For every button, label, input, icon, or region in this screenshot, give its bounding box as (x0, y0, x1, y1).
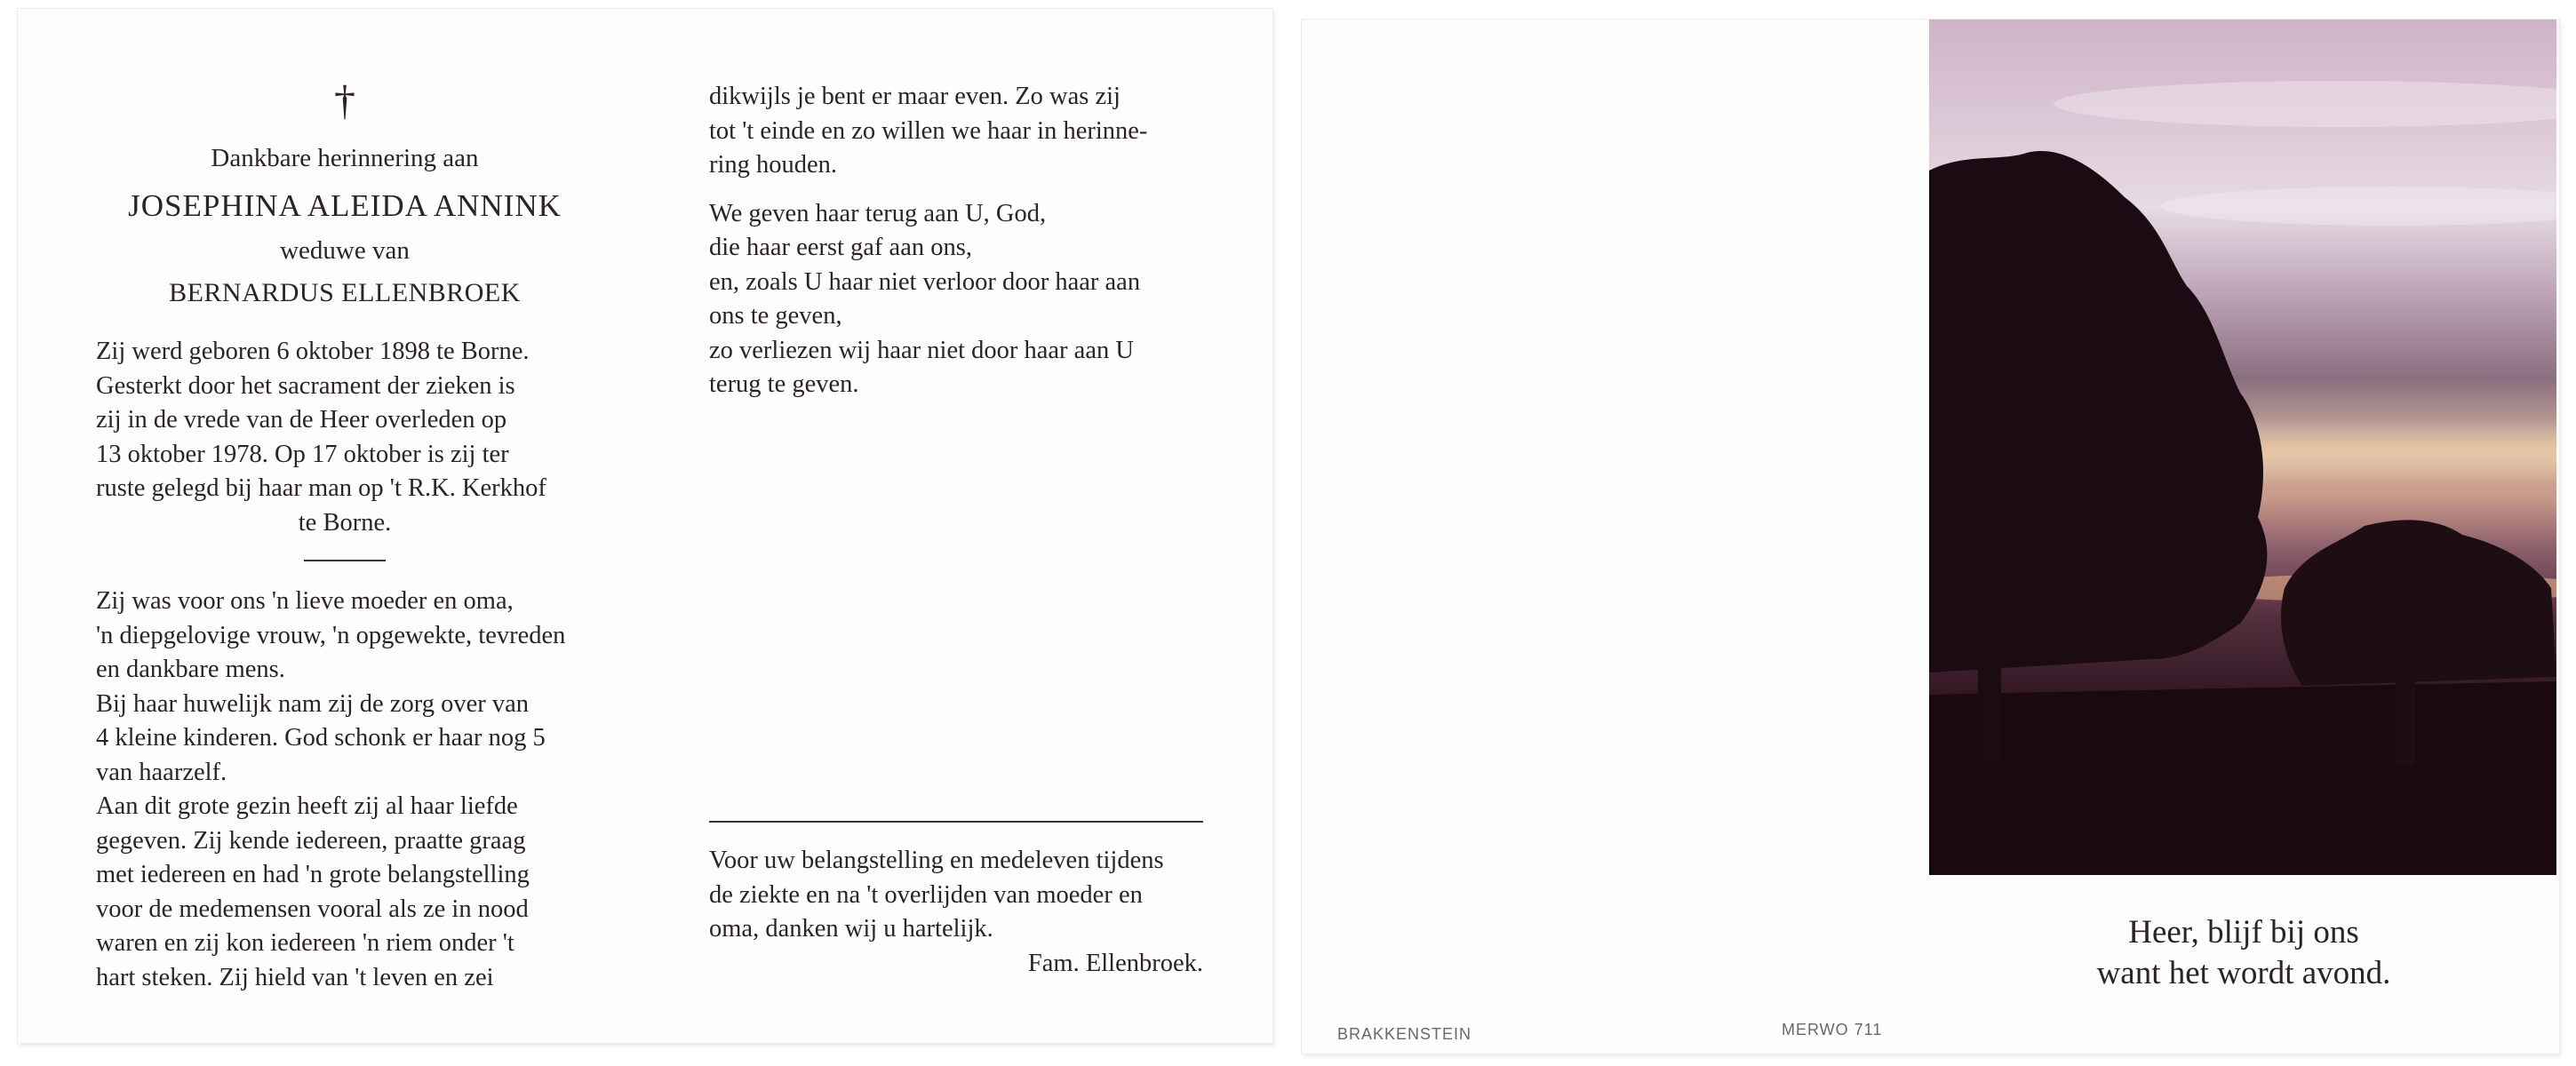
text-line: hart steken. Zij hield van 't leven en zei (96, 963, 494, 991)
memorial-card-inside (18, 9, 1272, 1043)
thanks-note (709, 844, 1203, 981)
caption-line: Heer, blijf bij ons (2128, 914, 2359, 951)
poem-line: en, zoals U haar niet verloor door haar aan (709, 267, 1141, 296)
continued-paragraph (709, 80, 1219, 183)
poem-line: die haar eerst gaf aan ons, (709, 234, 972, 261)
bio-line: Zij werd geboren 6 oktober 1898 te Borne. (96, 338, 530, 366)
text-line: en dankbare mens. (96, 656, 285, 684)
text-line: voor de medemensen vooral als ze in nood (96, 895, 529, 923)
right-column (709, 80, 1219, 402)
bio-line: Gesterkt door het sacrament der zieken is (96, 371, 515, 400)
poem-line: zo verliezen wij haar niet door haar aan U (709, 336, 1134, 364)
text-line: oma, danken wij u hartelijk. (709, 915, 993, 943)
biography (96, 335, 594, 540)
bio-line: ruste gelegd bij haar man op 't R.K. Kerkhof (96, 474, 546, 503)
tree-silhouette-image (1929, 20, 2556, 875)
family-signature: Fam. Ellenbroek. (1027, 949, 1203, 977)
intro-text: Dankbare herinnering aan (211, 144, 479, 172)
caption-line: want het wordt avond. (2096, 955, 2391, 991)
memorial-card-cover (1302, 20, 2559, 1054)
text-line: tot 't einde en zo willen we haar in herinne- (709, 116, 1148, 145)
card-code: MERWO 711 (1782, 1021, 1883, 1038)
tribute-paragraph (96, 790, 594, 995)
text-line: Aan dit grote gezin heeft zij al haar liefde (96, 792, 518, 821)
thanks-divider (709, 821, 1203, 823)
husband-name: BERNARDUS ELLENBROEK (169, 278, 521, 308)
publisher-imprint: BRAKKENSTEIN (1337, 1025, 1472, 1043)
bio-line: te Borne. (298, 508, 392, 537)
sunset-tree-photo (1929, 20, 2556, 875)
poem-line: ons te geven, (709, 302, 842, 330)
section-divider (304, 560, 386, 561)
poem (709, 197, 1219, 402)
text-line: ring houden. (709, 151, 838, 179)
text-line: 'n diepgelovige vrouw, 'n opgewekte, tevreden (96, 621, 566, 649)
text-line: Bij haar huwelijk nam zij de zorg over van (96, 689, 529, 718)
text-line: gegeven. Zij kende iedereen, praatte graag (96, 826, 526, 855)
widow-of-text: weduwe van (280, 235, 410, 265)
tribute-paragraph (96, 688, 594, 791)
text-line: de ziekte en na 't overlijden van moeder en (709, 880, 1143, 909)
left-column (96, 77, 594, 995)
text-line: Voor uw belangstelling en medeleven tijdens (709, 847, 1164, 874)
text-line: waren en zij kon iedereen 'n riem onder 't (96, 929, 514, 958)
deceased-name: JOSEPHINA ALEIDA ANNINK (128, 187, 562, 223)
bio-line: zij in de vrede van de Heer overleden op (96, 406, 507, 434)
poem-line: terug te geven. (709, 370, 859, 398)
tribute-paragraph (96, 585, 594, 688)
text-line: met iedereen en had 'n grote belangstelling (96, 861, 530, 889)
text-line: Zij was voor ons 'n lieve moeder en oma, (96, 587, 514, 616)
cross-icon: † (334, 77, 355, 124)
text-line: dikwijls je bent er maar even. Zo was zij (709, 83, 1121, 110)
poem-line: We geven haar terug aan U, God, (709, 199, 1047, 227)
text-line: 4 kleine kinderen. God schonk er haar nog 5 (96, 724, 546, 752)
text-line: van haarzelf. (96, 758, 227, 786)
cover-caption (1977, 912, 2510, 994)
bio-line: 13 oktober 1978. Op 17 oktober is zij ter (96, 440, 509, 468)
